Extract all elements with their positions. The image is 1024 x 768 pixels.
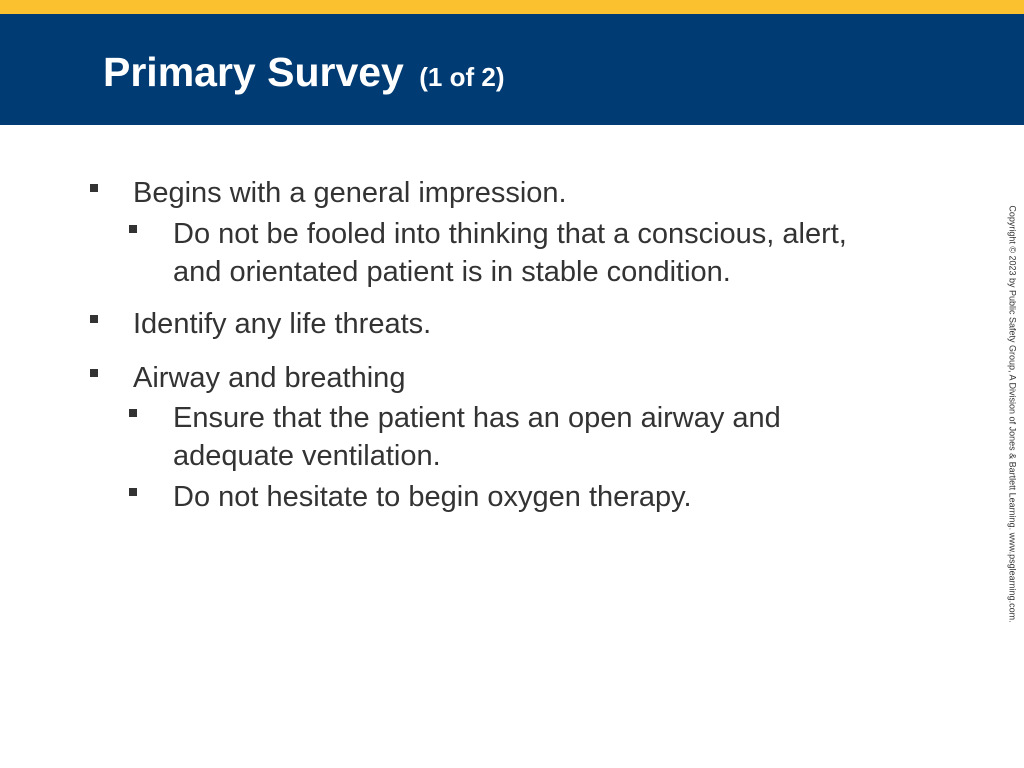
sub-bullet-marker [129, 225, 137, 233]
title-main: Primary Survey [103, 49, 404, 95]
bullet-marker [90, 184, 98, 192]
bullet-text: Identify any life threats. [133, 308, 432, 340]
sub-bullet-text: Do not hesitate to begin oxygen therapy. [173, 481, 692, 513]
sub-bullet-marker [129, 409, 137, 417]
bullet-marker [90, 369, 98, 377]
title-suffix: (1 of 2) [419, 62, 505, 92]
sub-bullet-text-continued: adequate ventilation. [173, 440, 441, 472]
bullet-marker [90, 315, 98, 323]
sub-bullet-text: Ensure that the patient has an open airway and [173, 402, 781, 434]
sub-bullet-text: Do not be fooled into thinking that a conscious, alert, [173, 218, 847, 250]
bullet-text: Airway and breathing [133, 362, 406, 394]
copyright-notice: Copyright © 2023 by Public Safety Group, A Division of Jones & Bartlett Learning. www.psglearning.com. [1007, 205, 1018, 623]
sub-bullet-text-continued: and orientated patient is in stable condition. [173, 256, 731, 288]
sub-bullet-marker [129, 488, 137, 496]
bullet-text: Begins with a general impression. [133, 177, 567, 209]
